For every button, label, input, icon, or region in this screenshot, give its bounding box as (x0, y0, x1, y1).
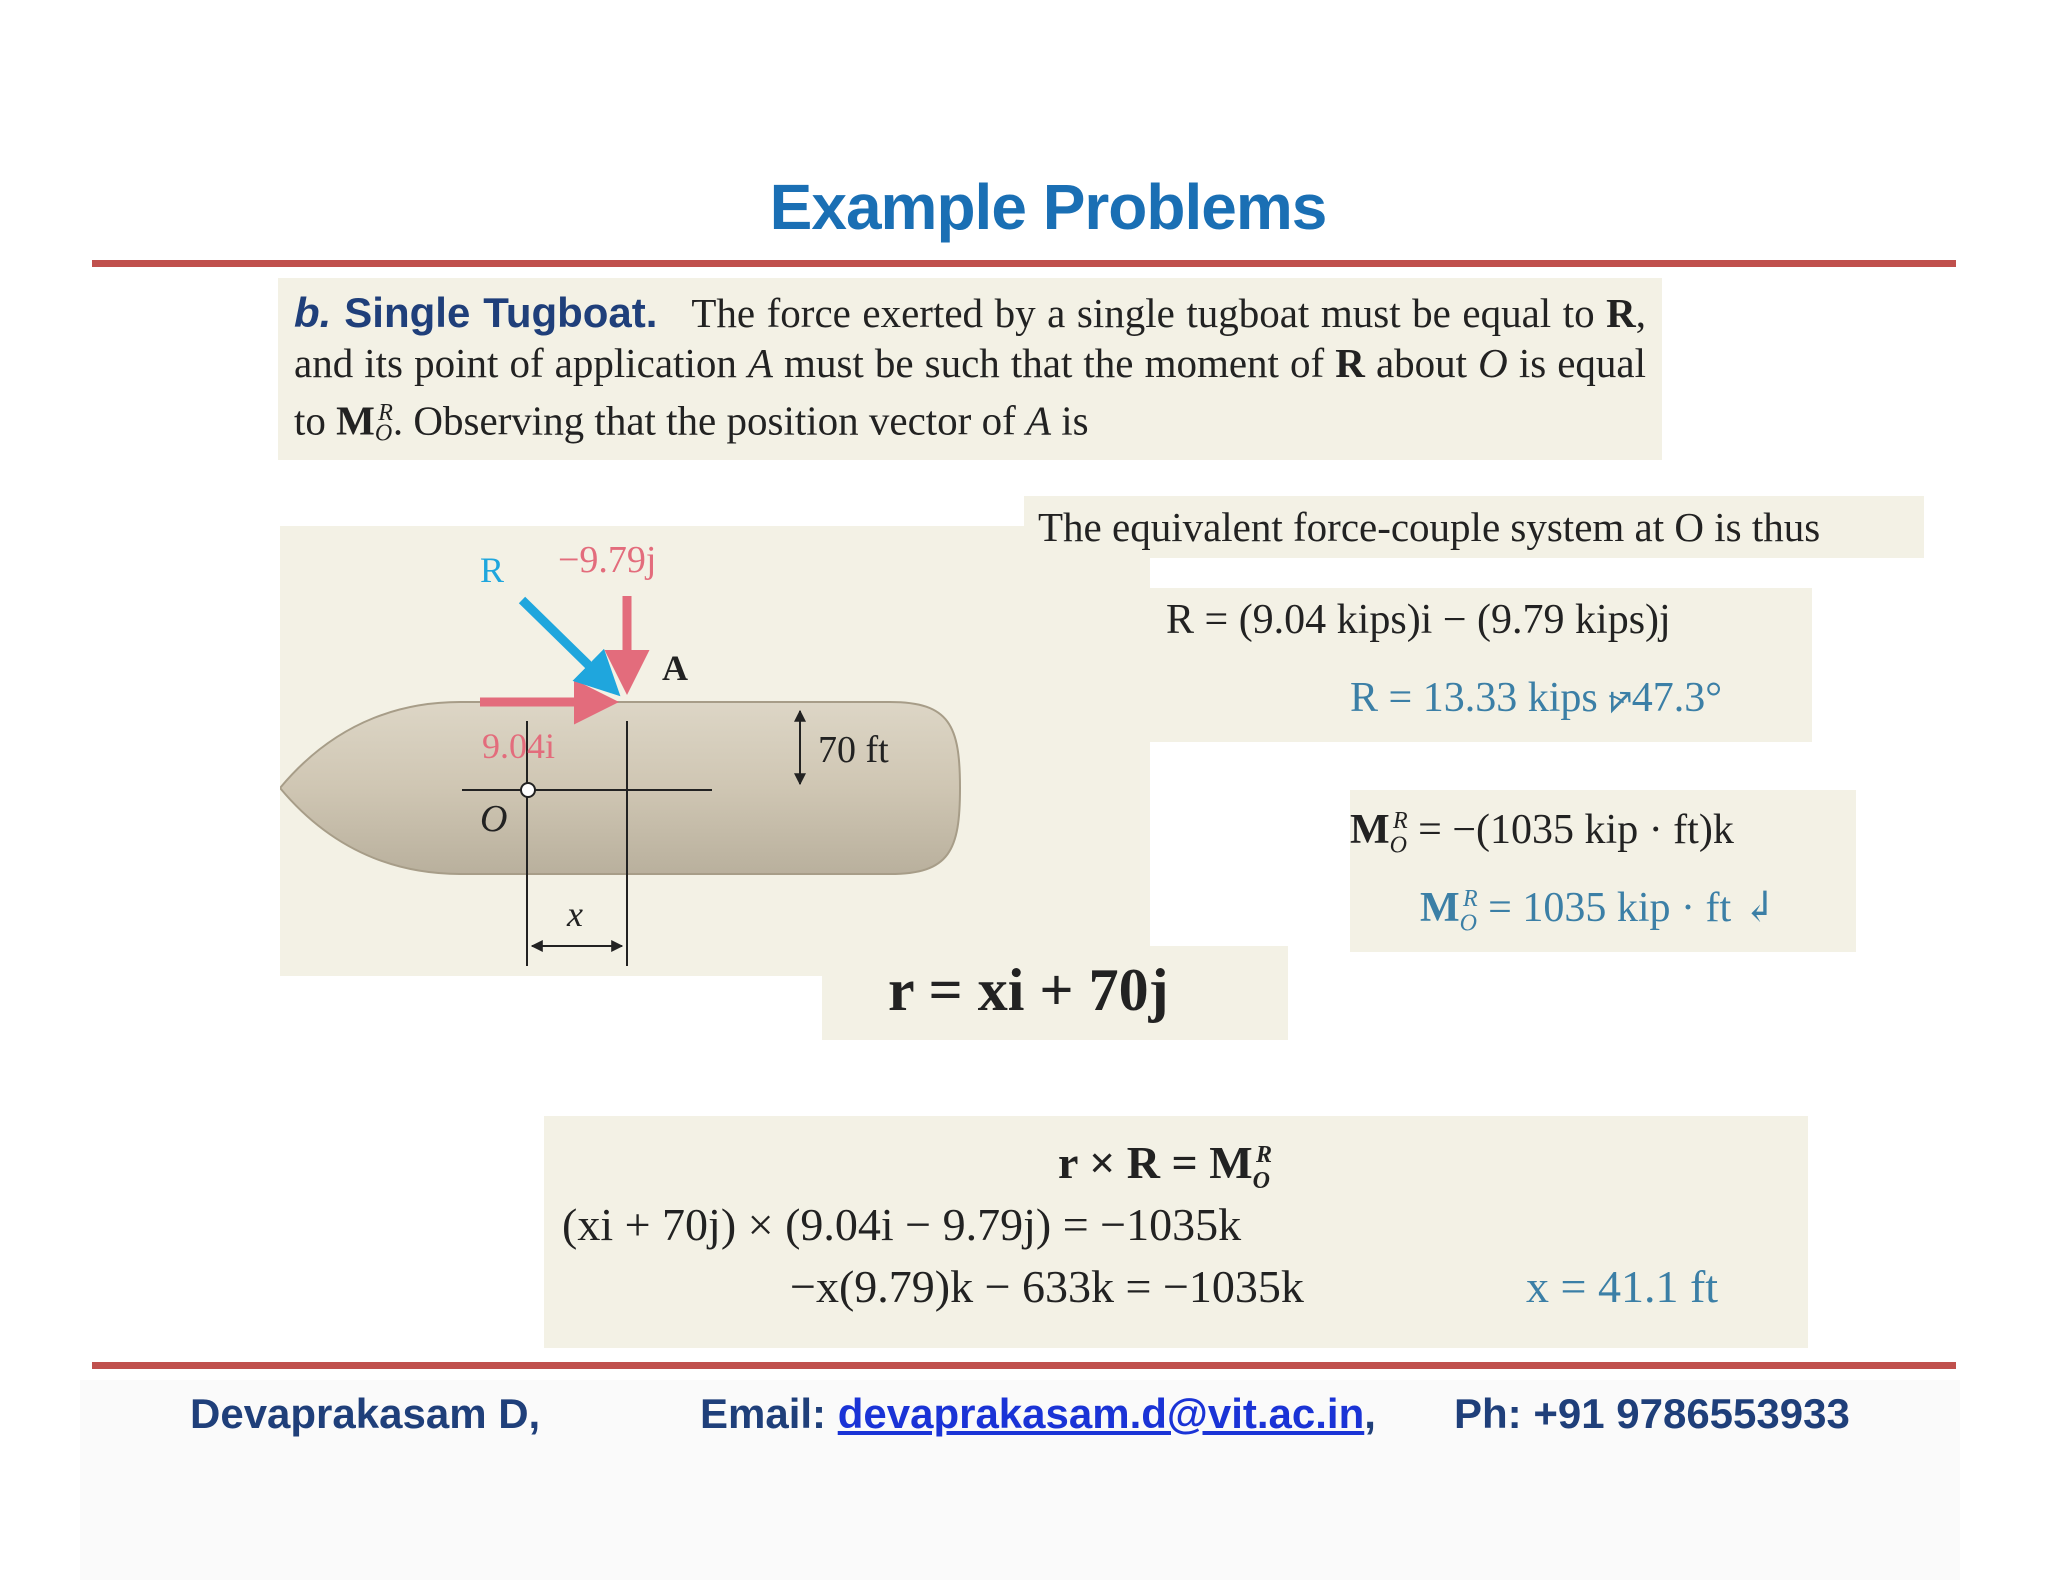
cross-eq-3: −x(9.79)k − 633k = −1035k (790, 1261, 1304, 1312)
top-divider (92, 260, 1956, 267)
label-O: O (480, 798, 508, 840)
bottom-divider (92, 1362, 1956, 1369)
problem-text: R (1335, 340, 1365, 386)
tugboat-diagram (280, 526, 1150, 976)
problem-text: about (1375, 340, 1468, 386)
position-eq: r = xi + 70j (888, 957, 1169, 1023)
moment-block (1350, 790, 1856, 952)
page-title: Example Problems (769, 171, 1327, 243)
footer-email (700, 1390, 1376, 1438)
MO-vector-eq: = −(1035 kip · ft)k (1418, 807, 1734, 853)
resultant-block (1150, 588, 1812, 742)
resultant-arrow-R (522, 600, 614, 690)
problem-statement: b. Single Tugboat. The force exerted by a single tugboat must be equal to R, and its point of application A must be such that the moment of R about O is equal to $M_O^R$. Observing that the position vector of A is (278, 278, 1662, 460)
label-neg979j: −9.79j (558, 539, 657, 581)
email-link[interactable]: devaprakasam.d@vit.ac.in (837, 1390, 1365, 1437)
problem-text: O (1478, 340, 1508, 386)
hull-shape (280, 702, 960, 874)
origin-circle (521, 783, 535, 797)
M-symbol: M (1420, 885, 1460, 931)
cross-eq-2: (xi + 70j) × (9.04i − 9.79j) = −1035k (562, 1199, 1242, 1250)
cross-eq-1: r × R = M (1058, 1137, 1253, 1188)
problem-text: is (1061, 397, 1089, 444)
M-symbol: M (1350, 807, 1390, 853)
label-R: R (480, 550, 505, 590)
R-magnitude-eq: R = 13.33 kips ⦬47.3° (1350, 675, 1723, 721)
sup-R: R (1393, 808, 1408, 834)
problem-text: R (1606, 290, 1636, 336)
problem-text: M (336, 397, 375, 444)
label-x: x (567, 894, 583, 934)
sup-R: R (1256, 1141, 1273, 1168)
R-vector-eq: R = (9.04 kips)i − (9.79 kips)j (1166, 597, 1671, 643)
email-suffix: , (1364, 1390, 1376, 1437)
label-70ft: 70 ft (818, 729, 889, 771)
problem-text: must be such that the moment of (784, 340, 1325, 386)
problem-text: A (747, 340, 773, 386)
equiv-intro (1024, 496, 1924, 558)
MO-magnitude-eq: = 1035 kip · ft ↲ (1488, 885, 1777, 931)
result-eq: x = 41.1 ft (1526, 1261, 1719, 1312)
label-904i: 9.04i (482, 726, 556, 766)
problem-text: is equal to (294, 340, 1647, 444)
position-vector-block (822, 946, 1288, 1040)
footer-name: Devaprakasam D, (190, 1390, 541, 1437)
footer-phone: Ph: +91 9786553933 (1454, 1390, 1850, 1437)
problem-heading: b. Single Tugboat. (294, 289, 658, 336)
sup-R: R (1463, 886, 1478, 912)
problem-text: , and its point of application (294, 290, 1647, 386)
tugboat-figure (280, 526, 1150, 976)
sub-O: O (1389, 832, 1407, 859)
problem-text: . Observing that the position vector of (392, 397, 1016, 444)
cross-product-block (544, 1116, 1808, 1348)
problem-text: The force exerted by a single tugboat must be equal to (691, 290, 1595, 336)
sub-O: O (1252, 1168, 1270, 1195)
label-A: A (662, 648, 688, 688)
sub-O: O (1459, 910, 1477, 937)
intro-text: The equivalent force-couple system at O is thus (1038, 504, 1821, 550)
problem-text: A (1025, 397, 1052, 444)
email-label: Email: (700, 1390, 827, 1437)
